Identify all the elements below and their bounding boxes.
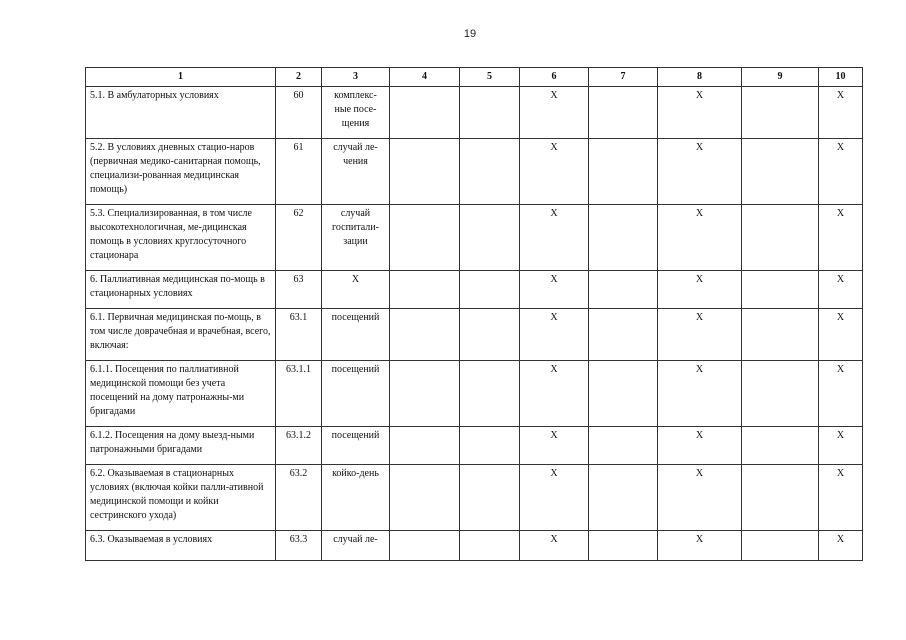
cell-col4 xyxy=(390,87,460,139)
row-unit: случай госпитали-зации xyxy=(322,205,390,271)
cell-col6: X xyxy=(520,87,589,139)
table-row xyxy=(86,139,863,205)
cell-col10: X xyxy=(819,361,863,427)
cell-col4 xyxy=(390,531,460,561)
row-code: 63.1.2 xyxy=(276,427,322,465)
cell-col9 xyxy=(742,465,819,531)
row-code: 63.3 xyxy=(276,531,322,561)
cell-col9 xyxy=(742,205,819,271)
row-name: 6.1.2. Посещения на дому выезд-ными патронажными бригадами xyxy=(86,427,276,465)
cell-col8: X xyxy=(658,427,742,465)
col-header-4: 4 xyxy=(390,68,460,87)
cell-col9 xyxy=(742,271,819,309)
cell-col8: X xyxy=(658,271,742,309)
row-code: 63.1.1 xyxy=(276,361,322,427)
row-unit: случай ле-чения xyxy=(322,139,390,205)
header-row xyxy=(86,68,863,87)
cell-col5 xyxy=(460,87,520,139)
cell-col8: X xyxy=(658,139,742,205)
row-name: 6.3. Оказываемая в условиях xyxy=(86,531,276,561)
cell-col8: X xyxy=(658,87,742,139)
cell-col10: X xyxy=(819,205,863,271)
row-code: 62 xyxy=(276,205,322,271)
cell-col10: X xyxy=(819,271,863,309)
cell-col5 xyxy=(460,531,520,561)
table-row xyxy=(86,309,863,361)
cell-col4 xyxy=(390,309,460,361)
row-unit: посещений xyxy=(322,309,390,361)
row-name: 5.3. Специализированная, в том числе высокотехнологичная, ме-дицинская помощь в условиях круглосуточного стационара xyxy=(86,205,276,271)
cell-col7 xyxy=(589,465,658,531)
cell-col7 xyxy=(589,361,658,427)
row-code: 60 xyxy=(276,87,322,139)
cell-col7 xyxy=(589,271,658,309)
cell-col10: X xyxy=(819,139,863,205)
cell-col9 xyxy=(742,361,819,427)
cell-col10: X xyxy=(819,465,863,531)
col-header-1: 1 xyxy=(86,68,276,87)
cell-col8: X xyxy=(658,531,742,561)
cell-col7 xyxy=(589,139,658,205)
cell-col8: X xyxy=(658,465,742,531)
cell-col9 xyxy=(742,139,819,205)
cell-col4 xyxy=(390,465,460,531)
row-unit: посещений xyxy=(322,361,390,427)
cell-col4 xyxy=(390,205,460,271)
cell-col7 xyxy=(589,205,658,271)
cell-col7 xyxy=(589,427,658,465)
row-name: 6.1.1. Посещения по паллиативной медицинской помощи без учета посещений на дому патронажны-ми бригадами xyxy=(86,361,276,427)
table-row xyxy=(86,427,863,465)
cell-col8: X xyxy=(658,361,742,427)
cell-col6: X xyxy=(520,205,589,271)
cell-col4 xyxy=(390,139,460,205)
col-header-5: 5 xyxy=(460,68,520,87)
col-header-2: 2 xyxy=(276,68,322,87)
row-code: 63.1 xyxy=(276,309,322,361)
cell-col6: X xyxy=(520,465,589,531)
row-name: 5.2. В условиях дневных стацио-наров (первичная медико-санитарная помощь, специализи-рованная медицинская помощь) xyxy=(86,139,276,205)
row-name: 6.2. Оказываемая в стационарных условиях (включая койки палли-ативной медицинской помощи и койки сестринского ухода) xyxy=(86,465,276,531)
cell-col6: X xyxy=(520,309,589,361)
row-name: 6. Паллиативная медицинская по-мощь в стационарных условиях xyxy=(86,271,276,309)
cell-col5 xyxy=(460,139,520,205)
cell-col6: X xyxy=(520,531,589,561)
cell-col5 xyxy=(460,427,520,465)
row-code: 61 xyxy=(276,139,322,205)
col-header-8: 8 xyxy=(658,68,742,87)
col-header-7: 7 xyxy=(589,68,658,87)
cell-col10: X xyxy=(819,531,863,561)
row-unit: случай ле- xyxy=(322,531,390,561)
cell-col7 xyxy=(589,531,658,561)
table-row xyxy=(86,465,863,531)
row-name: 6.1. Первичная медицинская по-мощь, в том числе доврачебная и врачебная, всего, включая: xyxy=(86,309,276,361)
col-header-3: 3 xyxy=(322,68,390,87)
cell-col9 xyxy=(742,531,819,561)
col-header-6: 6 xyxy=(520,68,589,87)
cell-col4 xyxy=(390,361,460,427)
cell-col7 xyxy=(589,87,658,139)
cell-col10: X xyxy=(819,427,863,465)
row-unit: X xyxy=(322,271,390,309)
cell-col10: X xyxy=(819,309,863,361)
cell-col6: X xyxy=(520,361,589,427)
cell-col9 xyxy=(742,309,819,361)
cell-col4 xyxy=(390,271,460,309)
row-unit: посещений xyxy=(322,427,390,465)
cell-col4 xyxy=(390,427,460,465)
row-code: 63.2 xyxy=(276,465,322,531)
cell-col7 xyxy=(589,309,658,361)
row-unit: койко-день xyxy=(322,465,390,531)
cell-col5 xyxy=(460,361,520,427)
page-number: 19 xyxy=(463,28,477,40)
table-row xyxy=(86,361,863,427)
row-name: 5.1. В амбулаторных условиях xyxy=(86,87,276,139)
cell-col5 xyxy=(460,205,520,271)
cell-col5 xyxy=(460,309,520,361)
col-header-9: 9 xyxy=(742,68,819,87)
cell-col6: X xyxy=(520,139,589,205)
table-row xyxy=(86,271,863,309)
table-row xyxy=(86,205,863,271)
row-code: 63 xyxy=(276,271,322,309)
row-unit: комплекс-ные посе-щения xyxy=(322,87,390,139)
cell-col6: X xyxy=(520,427,589,465)
data-table xyxy=(85,67,863,561)
cell-col5 xyxy=(460,465,520,531)
cell-col6: X xyxy=(520,271,589,309)
col-header-10: 10 xyxy=(819,68,863,87)
cell-col9 xyxy=(742,427,819,465)
cell-col8: X xyxy=(658,205,742,271)
cell-col8: X xyxy=(658,309,742,361)
cell-col5 xyxy=(460,271,520,309)
cell-col10: X xyxy=(819,87,863,139)
table-row xyxy=(86,87,863,139)
table-row xyxy=(86,531,863,561)
cell-col9 xyxy=(742,87,819,139)
